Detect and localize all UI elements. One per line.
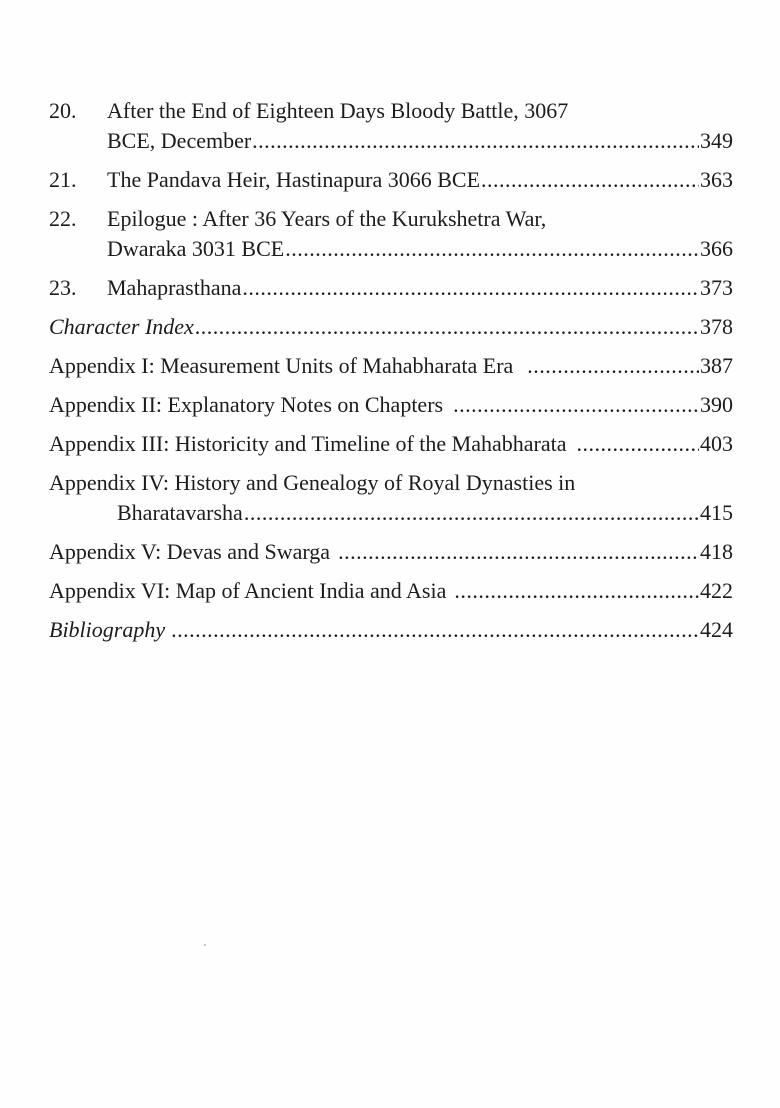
chapter-title: The Pandava Heir, Hastinapura 3066 BCE [107,167,481,192]
entry-title-line2: Bharatavarsha [117,500,243,525]
entry-title: Appendix V: Devas and Swarga [49,539,331,564]
page-number: 415 [700,500,733,525]
entry-row [49,615,733,645]
dot-leader [252,126,699,156]
entry-title: Bibliography [49,617,166,642]
chapter-number: 22. [49,206,77,231]
chapter-number: 23. [49,275,77,300]
chapter-title-line2-row [49,126,733,156]
page-number: 387 [700,353,733,378]
toc-entry-appendix-4 [49,468,733,528]
page-number: 373 [700,275,733,300]
page-number: 403 [700,431,733,456]
entry-row [49,312,733,342]
entry-title: Appendix VI: Map of Ancient India and Asia [49,578,447,603]
toc-entry-appendix-1 [49,351,733,381]
entry-title: Appendix II: Explanatory Notes on Chapters [49,392,444,417]
page-number: 418 [700,539,733,564]
page-number: 363 [700,167,733,192]
chapter-title-line1: After the End of Eighteen Days Bloody Battle, 3067 [107,98,569,123]
entry-row [49,390,733,420]
entry-row [49,537,733,567]
page-number: 349 [700,128,733,153]
entry-title-line1: Appendix IV: History and Genealogy of Royal Dynasties in [49,470,576,495]
dot-leader [171,615,699,645]
page-number: 424 [700,617,733,642]
entry-title: Appendix III: Historicity and Timeline of the Mahabharata [49,431,567,456]
toc-entry-appendix-5 [49,537,733,567]
dot-leader [338,537,699,567]
page-number: 422 [700,578,733,603]
toc-entry-bibliography [49,615,733,645]
chapter-title-line2: BCE, December [107,128,252,153]
dot-leader [244,498,699,528]
page-number: 366 [700,236,733,261]
entry-title: Appendix I: Measurement Units of Mahabharata Era [49,353,514,378]
page-number: 378 [700,314,733,339]
chapter-title-row [49,165,733,195]
dot-leader [527,351,699,381]
entry-title: Character Index [49,314,194,339]
toc-entry-appendix-3 [49,429,733,459]
toc-entry-appendix-6 [49,576,733,606]
chapter-number: 20. [49,98,77,123]
toc-entry-appendix-2 [49,390,733,420]
chapter-title-line2: Dwaraka 3031 BCE [107,236,285,261]
dot-leader [242,273,699,303]
page-number: 390 [700,392,733,417]
chapter-number: 21. [49,167,77,192]
dot-leader [195,312,699,342]
dot-leader [453,390,699,420]
entry-row [49,576,733,606]
chapter-title-line1: Epilogue : After 36 Years of the Kurukshetra War, [107,206,547,231]
toc-entry-character-index [49,312,733,342]
dot-leader [454,576,699,606]
paper-speck [204,944,206,946]
toc-entry-chapter-22 [49,204,733,264]
dot-leader [285,234,699,264]
entry-title-line2-row [49,498,733,528]
dot-leader [577,429,700,459]
dot-leader [481,165,699,195]
chapter-title: Mahaprasthana [107,275,242,300]
table-of-contents [49,96,733,645]
entry-row [49,351,733,381]
chapter-title-line2-row [49,234,733,264]
entry-row [49,429,733,459]
toc-entry-chapter-23 [49,273,733,303]
chapter-title-row [49,273,733,303]
toc-entry-chapter-21 [49,165,733,195]
toc-entry-chapter-20 [49,96,733,156]
